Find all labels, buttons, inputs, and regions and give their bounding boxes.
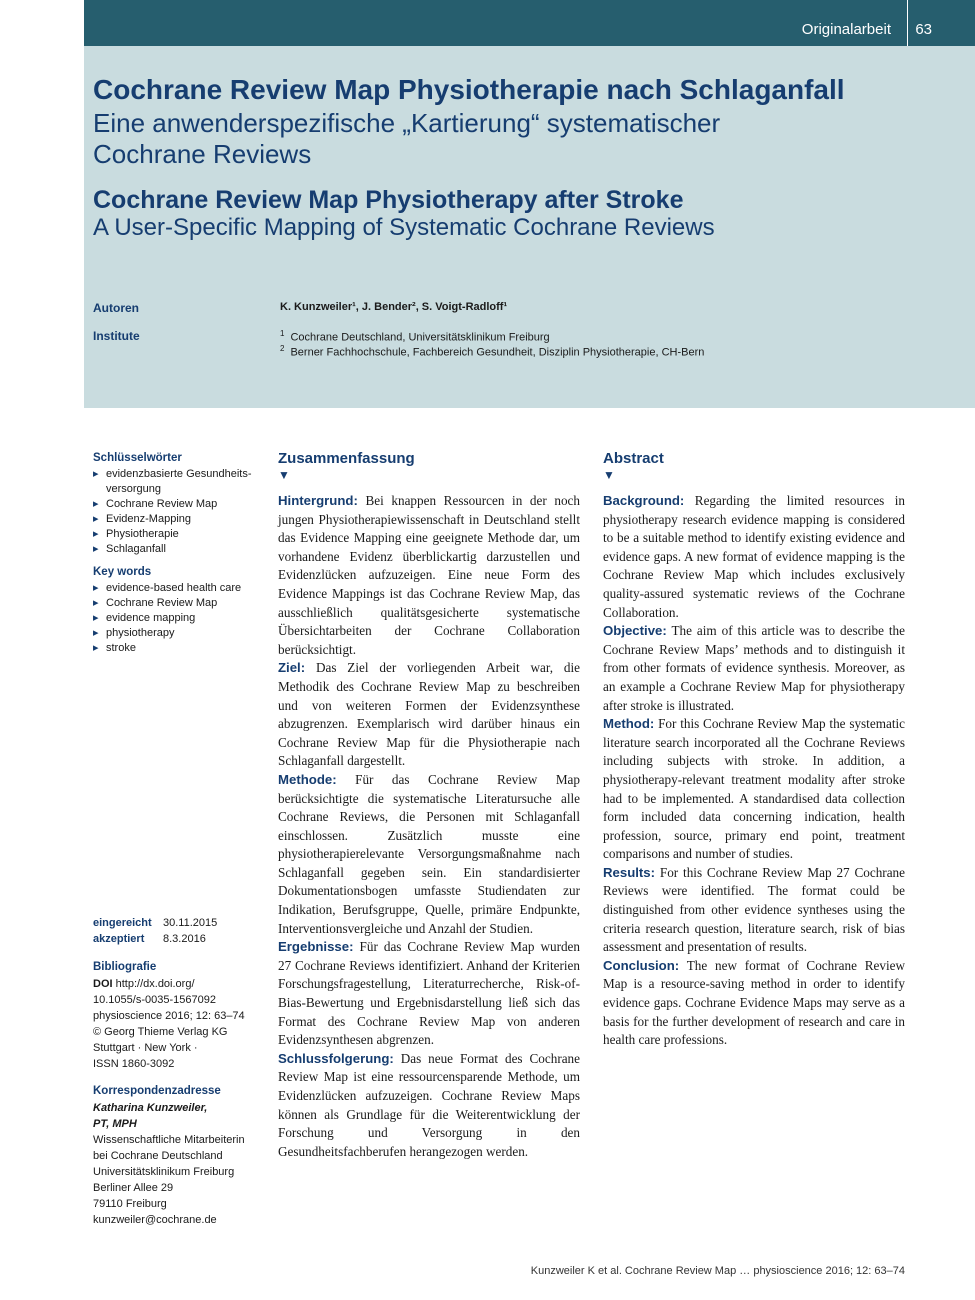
abstract-section <box>278 1050 580 1162</box>
corr-line: Universitätsklinikum Freiburg <box>93 1166 235 1178</box>
doi-link[interactable]: http://dx.doi.org/ <box>115 978 195 990</box>
section-text: Das Ziel der vorliegenden Arbeit war, die Methodik des Cochrane Review Map zu beschreiben und von weiteren Formen der Evidenzsynthese abzugrenzen. Exemplarisch wird darüber hinaus ein Cochrane Review Map für die Physiotherapie nach Schlaganfall dargestellt. <box>278 660 580 769</box>
institute-2 <box>280 344 704 359</box>
section-label: Objective: <box>603 623 667 639</box>
abstract-section <box>278 938 580 1050</box>
keyword-item <box>93 467 263 497</box>
doi-label: DOI <box>93 978 113 990</box>
keyword-text: Physiotherapie <box>106 528 179 540</box>
section-text: Regarding the limited resources in physiotherapy research evidence mapping is considered to be a suitable method to identify existing evidence and evidence gaps. A new format of evidence mapping is the Cochrane Review Map which includes exclusively quality-assured systematic reviews of the Cochrane Collaboration. <box>603 493 905 620</box>
section-label: Method: <box>603 716 655 732</box>
keywords-de-list <box>93 467 263 557</box>
section-label: Originalarbeit <box>801 21 891 38</box>
page-number: 63 <box>915 21 932 38</box>
abstract-section <box>603 864 905 957</box>
institute-text: Berner Fachhochschule, Fachbereich Gesundheit, Disziplin Physiotherapie, CH-Bern <box>290 346 705 359</box>
publisher-line2: Stuttgart · New York · <box>93 1042 198 1054</box>
page-footer: Kunzweiler K et al. Cochrane Review Map … physioscience 2016; 12: 63–74 <box>530 1265 905 1277</box>
section-label: Ziel: <box>278 660 306 676</box>
accepted-date: 8.3.2016 <box>163 933 206 945</box>
received-date: 30.11.2015 <box>163 917 218 929</box>
abstract-section <box>603 622 905 715</box>
section-text: Bei knappen Ressourcen in der noch jungen Physiotherapiewissenschaft in Deutschland stellt das Evidence Mapping eine geeignete Methode dar, um vorhandene Evidenz überblickartig darzustellen und Evidenzlücken aufzuzeigen. Eine neue Form des Evidence Mappings ist das Cochrane Review Map, das ausschließlich qualitätsgesicherte systematische Übersichtarbeiten der Cochrane Collaboration berücksichtigt. <box>278 493 581 657</box>
subtitle-de-line1: Eine anwenderspezifische „Kartierung“ systematischer <box>93 108 721 138</box>
keyword-item <box>93 542 263 557</box>
section-label: Schlussfolgerung: <box>278 1050 394 1066</box>
corr-line: Berliner Allee 29 <box>93 1182 174 1194</box>
corr-name: Katharina Kunzweiler, <box>93 1102 208 1114</box>
keyword-text: evidence mapping <box>106 612 196 624</box>
keyword-item <box>93 596 263 611</box>
keywords-de-label: Schlüsselwörter <box>93 452 182 464</box>
top-bar <box>84 0 975 46</box>
abstract-section <box>603 492 905 622</box>
keyword-item <box>93 497 263 512</box>
correspondence-label: Korrespondenzadresse <box>93 1085 221 1097</box>
authors-label: Autoren <box>93 301 139 315</box>
bibliography <box>93 959 263 1072</box>
keywords-en-label: Key words <box>93 566 152 578</box>
section-text: Das neue Format des Cochrane Review Map ist eine ressourcensparende Methode, um Evidenzlücken aufzuzeigen. Cochrane Review Maps können als Grundlage für die Weiterentwicklung der Forschung und Versorgung in den Gesundheitsfachberufen herangezogen werden. <box>278 1050 581 1159</box>
institute-num: 2 <box>280 344 285 353</box>
subtitle-en: A User-Specific Mapping of Systematic Cochrane Reviews <box>93 214 715 241</box>
keyword-item <box>93 611 263 626</box>
authors: K. Kunzweiler¹, J. Bender², S. Voigt-Radloff¹ <box>280 301 508 313</box>
keyword-item <box>93 641 263 656</box>
corr-line: bei Cochrane Deutschland <box>93 1150 223 1162</box>
submission-dates <box>93 915 217 947</box>
abstract-en-heading: Abstract <box>603 450 664 467</box>
issn: ISSN 1860-3092 <box>93 1058 175 1070</box>
keyword-text: evidenzbasierte Gesundheits-versorgung <box>106 468 252 495</box>
keyword-text: stroke <box>106 642 136 654</box>
abstract-section <box>603 715 905 864</box>
section-label: Ergebnisse: <box>278 939 354 955</box>
abstract-de-heading: Zusammenfassung <box>278 450 415 467</box>
abstract-section <box>603 957 905 1050</box>
bibliography-label: Bibliografie <box>93 961 157 973</box>
received-label: eingereicht <box>93 917 152 929</box>
keyword-text: Schlaganfall <box>106 543 166 555</box>
subtitle-de-line2: Cochrane Reviews <box>93 139 312 169</box>
section-text: For this Cochrane Review Map the systematic literature search incorporated all the Cochrane Reviews including subjects with stroke. In addition, a physiotherapy-relevant treatment modality after stroke had to be implemented. A standardised data collection form included data concerning indication, health profession, source, primary end point, treatment comparisons and number of studies. <box>603 716 905 862</box>
publisher-line1: © Georg Thieme Verlag KG <box>93 1026 228 1038</box>
section-label: Methode: <box>278 771 337 787</box>
keyword-item <box>93 512 263 527</box>
corr-line: 79110 Freiburg <box>93 1198 167 1210</box>
section-label: Background: <box>603 493 685 508</box>
section-label: Results: <box>603 864 656 880</box>
divider <box>907 0 908 46</box>
section-text: The aim of this article was to describe the Cochrane Review Maps’ methods and to distinguish it from other formats of evidence synthesis. Moreover, as an example a Cochrane Review Map for physiotherapy after stroke is illustrated. <box>603 623 905 713</box>
institute-1 <box>280 329 550 344</box>
keyword-item <box>93 527 263 542</box>
title-en: Cochrane Review Map Physiotherapy after Stroke <box>93 186 684 214</box>
corr-degree: PT, MPH <box>93 1118 137 1130</box>
section-text: For this Cochrane Review Map 27 Cochrane Reviews were identified. The format could be distinguished from other evidence syntheses using the criteria research question, literature search, risk of bias assessment and presentation of results. <box>603 864 905 955</box>
section-text: Für das Cochrane Review Map berücksichtigte die systematische Literatursuche alle Cochrane Reviews, die Personen mit Schlaganfall einschlossen. Zusätzlich musste eine physiotherapierelevante Versorgungsmaßnahme nach Schlaganfall gegeben sein. Ein standardisierter Dokumentationsbogen umfasste Studiendaten zur Indikation, Berufsgruppe, Quelle, primäre Endpunkte, Interventionsvergleiche und Anzahl der Studien. <box>278 771 580 936</box>
doi-id: 10.1055/s-0035-1567092 <box>93 994 216 1006</box>
keyword-text: Cochrane Review Map <box>106 597 218 609</box>
section-text: Für das Cochrane Review Map wurden 27 Cochrane Reviews identifiziert. Anhand der Kriterien Forschungsfragestellung, Literaturrecherche, Risk-of-Bias-Bewertung und Ergebnisdarstellung ließ sich das Format des Cochrane Review Map von anderen Evidenzsynthesen abgrenzen. <box>278 939 581 1048</box>
keywords-en-list <box>93 581 263 656</box>
title-de: Cochrane Review Map Physiotherapie nach Schlaganfall <box>93 74 845 105</box>
triangle-down-icon: ▼ <box>278 468 290 482</box>
institute-num: 1 <box>280 329 285 338</box>
abstract-en <box>603 450 905 1050</box>
journal-ref: physioscience 2016; 12: 63–74 <box>93 1010 245 1022</box>
keyword-text: Cochrane Review Map <box>106 498 218 510</box>
keyword-item <box>93 626 263 641</box>
institutes-label: Institute <box>93 329 140 343</box>
keyword-text: physiotherapy <box>106 627 175 639</box>
section-label: Hintergrund: <box>278 493 358 508</box>
keywords-sidebar <box>93 451 263 664</box>
accepted-label: akzeptiert <box>93 933 145 945</box>
triangle-down-icon: ▼ <box>603 468 615 482</box>
abstract-de <box>278 450 580 1161</box>
abstract-section <box>278 492 580 659</box>
institute-text: Cochrane Deutschland, Universitätsklinikum Freiburg <box>290 331 550 344</box>
corr-email[interactable]: kunzweiler@cochrane.de <box>93 1214 217 1226</box>
keyword-text: Evidenz-Mapping <box>106 513 191 525</box>
section-text: The new format of Cochrane Review Map is a resource-saving method in order to identify evidence gaps. Cochrane Evidence Maps may serve as a basis for the further development of research and care in health care professions. <box>603 957 905 1048</box>
abstract-section <box>278 771 580 938</box>
abstract-section <box>278 659 580 771</box>
article-header <box>84 46 975 408</box>
section-label: Conclusion: <box>603 957 680 973</box>
keyword-text: evidence-based health care <box>106 582 242 594</box>
keyword-item <box>93 581 263 596</box>
correspondence <box>93 1083 263 1228</box>
corr-line: Wissenschaftliche Mitarbeiterin <box>93 1134 245 1146</box>
